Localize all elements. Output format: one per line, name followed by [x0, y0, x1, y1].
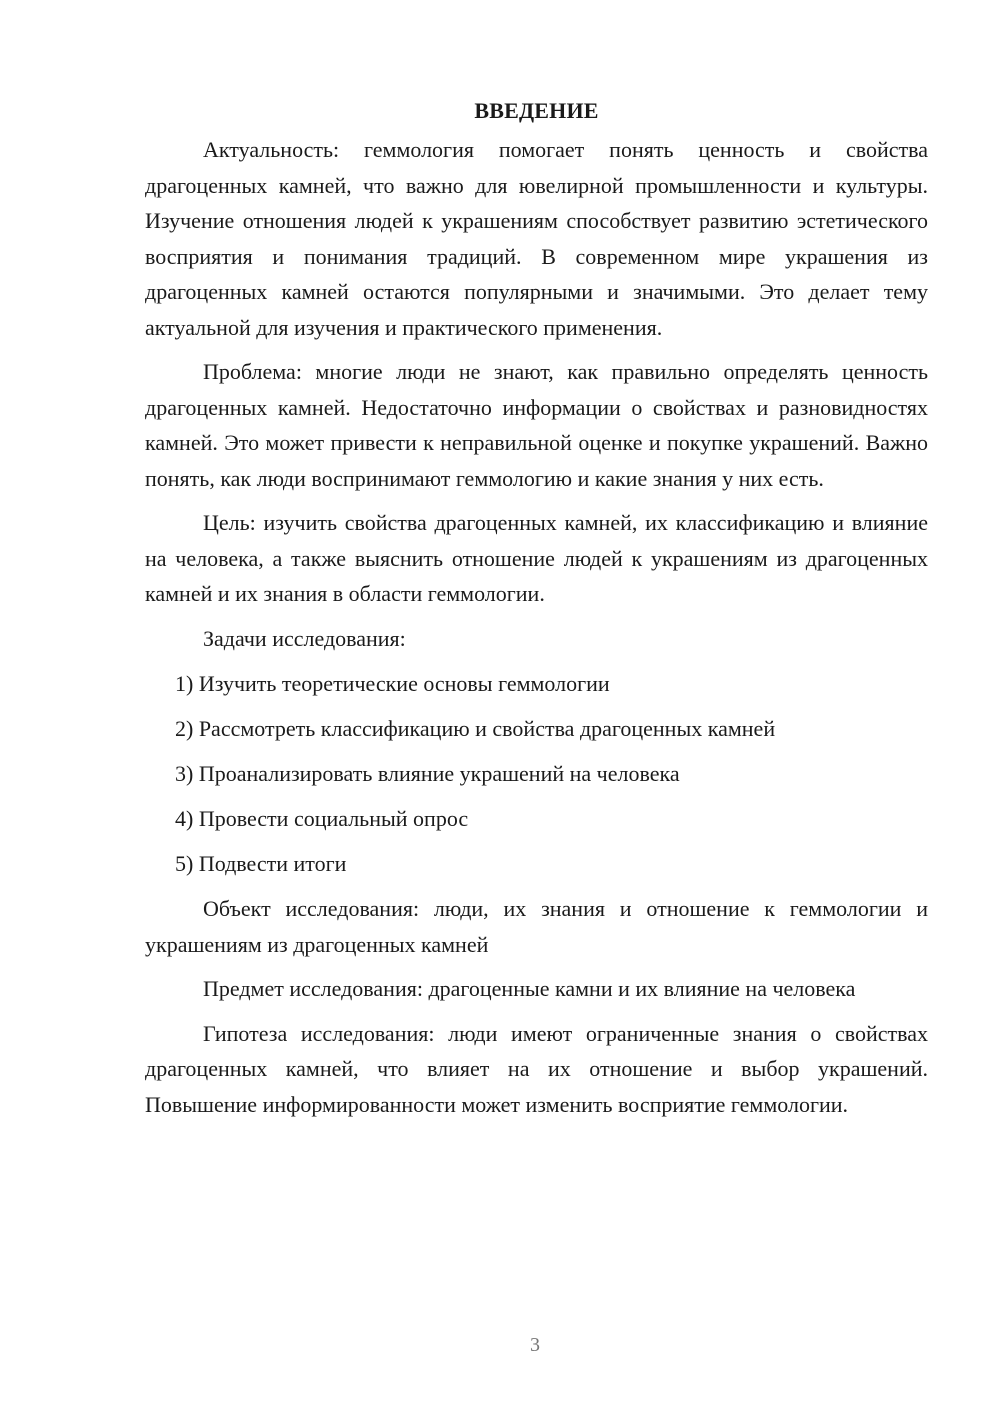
hypothesis-paragraph: Гипотеза исследования: люди имеют ограниченные знания о свойствах драгоценных камней, что влияет на их отношение и выбор украшений. Повышение информированности может изменить восприятие геммологии. — [145, 1020, 928, 1117]
tasks-heading: Задачи исследования: — [203, 625, 406, 651]
task-list — [145, 666, 928, 882]
document-page — [145, 96, 928, 1122]
document-title: ВВЕДЕНИЕ — [474, 98, 599, 123]
subject-paragraph: Предмет исследования: драгоценные камни и их влияние на человека — [203, 976, 856, 1001]
page-number: 3 — [530, 1334, 540, 1356]
list-item: 3) Проанализировать влияние украшений на человека — [175, 761, 680, 786]
object-paragraph: Объект исследования: люди, их знания и отношение к геммологии и украшениям из драгоценных камней — [145, 896, 928, 957]
list-item: 5) Подвести итоги — [175, 851, 347, 876]
goal-paragraph: Цель: изучить свойства драгоценных камней, их классификацию и влияние на человека, а также выяснить отношение людей к украшениям из драгоценных камней и их знания в области геммологии. — [145, 510, 928, 606]
list-item: 2) Рассмотреть классификацию и свойства драгоценных камней — [175, 716, 776, 741]
list-item: 1) Изучить теоретические основы геммологии — [175, 671, 610, 696]
relevance-paragraph: Актуальность: геммология помогает понять ценность и свойства драгоценных камней, что важно для ювелирной промышленности и культуры. Изучение отношения людей к украшениям способствует развитию эстетического восприятия и понимания традиций. В современном мире украшения из драгоценных камней остаются популярными и значимыми. Это делает тему актуальной для изучения и практического применения. — [145, 137, 928, 340]
list-item: 4) Провести социальный опрос — [175, 806, 469, 831]
problem-paragraph: Проблема: многие люди не знают, как правильно определять ценность драгоценных камней. Недостаточно информации о свойствах и разновидностях камней. Это может привести к неправильной оценке и покупке украшений. Важно понять, как люди воспринимают геммологию и какие знания у них есть. — [145, 359, 928, 491]
